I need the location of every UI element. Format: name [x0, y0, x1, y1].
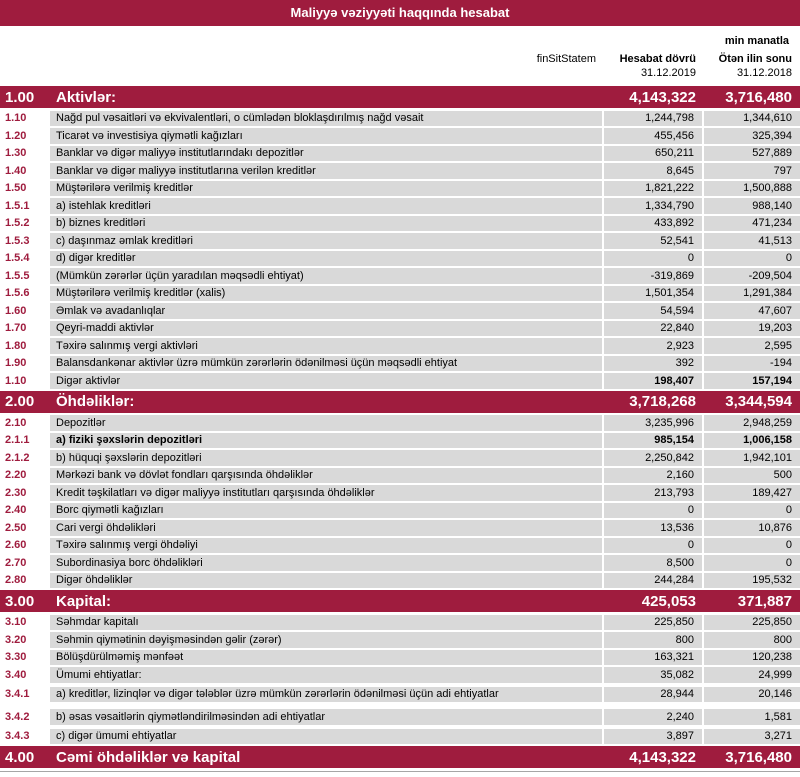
row-label: Balansdankənar aktivlər üzrə mümkün zərərlərin ödənilməsi üçün məqsədli ehtiyat — [50, 356, 602, 372]
row-label: b) hüquqi şəxslərin depozitləri — [50, 450, 602, 466]
row-value-2019: 2,250,842 — [604, 450, 702, 466]
table-row — [0, 450, 800, 466]
row-value-2018: 1,500,888 — [704, 181, 800, 197]
row-value-2018: 1,291,384 — [704, 286, 800, 302]
row-code: 2.50 — [0, 520, 50, 536]
row-value-2018: 1,942,101 — [704, 450, 800, 466]
row-code: 1.50 — [0, 181, 50, 197]
row-code: 1.5.2 — [0, 216, 50, 232]
row-value-2019: 0 — [604, 538, 702, 554]
row-value-2019: 244,284 — [604, 573, 702, 589]
row-code: 1.5.4 — [0, 251, 50, 267]
table-row — [0, 111, 800, 127]
row-label: Təxirə salınmış vergi öhdəliyi — [50, 538, 602, 554]
row-code: 1.10 — [0, 373, 50, 389]
row-code: 3.10 — [0, 615, 50, 631]
row-label: (Mümkün zərərlər üçün yaradılan məqsədli ehtiyat) — [50, 268, 602, 284]
section-row — [0, 746, 800, 768]
row-code: 1.20 — [0, 128, 50, 144]
row-code: 2.80 — [0, 573, 50, 589]
row-value-2019: 198,407 — [604, 373, 702, 389]
row-value-2018: -209,504 — [704, 268, 800, 284]
row-label: Səhmin qiymətinin dəyişməsindən gəlir (zərər) — [50, 632, 602, 648]
row-label: Müştərilərə verilmiş kreditlər — [50, 181, 602, 197]
row-value-2019: 0 — [604, 503, 702, 519]
row-label: Borc qiymətli kağızları — [50, 503, 602, 519]
row-value-2018: 0 — [704, 251, 800, 267]
row-code: 2.00 — [5, 393, 35, 410]
table-row — [0, 198, 800, 214]
row-value-2018: 371,887 — [737, 592, 792, 610]
row-label: a) kreditlər, lizinqlər və digər tələblər üzrə mümkün zərərlərin ödənilməsi üçün adi ehtiyatlar — [50, 687, 602, 703]
row-value-2018: 195,532 — [704, 573, 800, 589]
table-row — [0, 729, 800, 745]
row-value-2018: 3,271 — [704, 729, 800, 745]
table-row — [0, 303, 800, 319]
table-row — [0, 181, 800, 197]
table-row — [0, 433, 800, 449]
row-value-2019: 455,456 — [604, 128, 702, 144]
row-label: Mərkəzi bank və dövlət fondları qarşısında öhdəliklər — [50, 468, 602, 484]
row-value-2018: 10,876 — [704, 520, 800, 536]
row-value-2019: 54,594 — [604, 303, 702, 319]
row-value-2019: 2,160 — [604, 468, 702, 484]
row-code: 4.00 — [5, 748, 35, 766]
table-row — [0, 338, 800, 354]
row-label: Digər öhdəliklər — [50, 573, 602, 589]
table-row — [0, 128, 800, 144]
table-row — [0, 503, 800, 519]
row-label: a) fiziki şəxslərin depozitləri — [50, 433, 602, 449]
row-label: c) daşınmaz əmlak kreditləri — [50, 233, 602, 249]
row-value-2018: 3,344,594 — [725, 393, 792, 410]
table-row — [0, 216, 800, 232]
row-value-2019: 800 — [604, 632, 702, 648]
row-value-2018: 500 — [704, 468, 800, 484]
row-value-2019: 1,821,222 — [604, 181, 702, 197]
table-row — [0, 573, 800, 589]
row-value-2019: 392 — [604, 356, 702, 372]
row-value-2018: 800 — [704, 632, 800, 648]
row-value-2019: 52,541 — [604, 233, 702, 249]
row-code: 3.4.2 — [0, 709, 50, 725]
row-value-2019: 1,501,354 — [604, 286, 702, 302]
row-value-2018: 471,234 — [704, 216, 800, 232]
row-value-2019: 22,840 — [604, 321, 702, 337]
row-label: Digər aktivlər — [50, 373, 602, 389]
header-date-2019: 31.12.2019 — [640, 67, 696, 79]
table-row — [0, 415, 800, 431]
row-code: 1.70 — [0, 321, 50, 337]
table-row — [0, 286, 800, 302]
row-label: b) biznes kreditləri — [50, 216, 602, 232]
row-value-2019: 8,645 — [604, 163, 702, 179]
section-row — [0, 590, 800, 612]
row-value-2018: 0 — [704, 503, 800, 519]
row-value-2019: 4,143,322 — [629, 88, 696, 106]
row-code: 2.20 — [0, 468, 50, 484]
row-value-2018: 3,716,480 — [725, 88, 792, 106]
row-value-2018: 47,607 — [704, 303, 800, 319]
table-row — [0, 146, 800, 162]
row-label: Cari vergi öhdəlikləri — [50, 520, 602, 536]
section-row — [0, 86, 800, 108]
row-value-2018: 20,146 — [704, 687, 800, 703]
table-row — [0, 163, 800, 179]
row-label: d) digər kreditlər — [50, 251, 602, 267]
row-code: 2.40 — [0, 503, 50, 519]
row-label: Banklar və digər maliyyə institutlarına verilən kreditlər — [50, 163, 602, 179]
table-row — [0, 251, 800, 267]
header-col-prior-year — [704, 52, 800, 80]
row-code: 2.60 — [0, 538, 50, 554]
row-value-2019: 3,235,996 — [604, 415, 702, 431]
row-value-2018: 157,194 — [704, 373, 800, 389]
row-value-2019: 425,053 — [641, 592, 696, 610]
row-code: 2.10 — [0, 415, 50, 431]
row-value-2019: 3,718,268 — [629, 393, 696, 410]
row-value-2019: 2,923 — [604, 338, 702, 354]
row-value-2018: 527,889 — [704, 146, 800, 162]
table-row — [0, 356, 800, 372]
row-label: Ticarət və investisiya qiymətli kağızları — [50, 128, 602, 144]
row-value-2019: 3,897 — [604, 729, 702, 745]
table-row — [0, 485, 800, 501]
row-label: Aktivlər: — [56, 88, 117, 106]
row-value-2018: 1,006,158 — [704, 433, 800, 449]
row-value-2019: 985,154 — [604, 433, 702, 449]
row-label: Kredit təşkilatları və digər maliyyə institutları qarşısında öhdəliklər — [50, 485, 602, 501]
row-label: Müştərilərə verilmiş kreditlər (xalis) — [50, 286, 602, 302]
row-value-2018: 19,203 — [704, 321, 800, 337]
row-value-2019: 35,082 — [604, 667, 702, 683]
table-row — [0, 233, 800, 249]
table-row — [0, 615, 800, 631]
row-code: 2.1.1 — [0, 433, 50, 449]
table-row — [0, 538, 800, 554]
table-row — [0, 667, 800, 683]
row-value-2018: 0 — [704, 538, 800, 554]
table-row — [0, 321, 800, 337]
row-label: Depozitlər — [50, 415, 602, 431]
header-col-report-period — [606, 52, 704, 80]
row-value-2019: 8,500 — [604, 555, 702, 571]
row-label: Kapital: — [56, 592, 112, 610]
row-value-2018: 3,716,480 — [725, 748, 792, 766]
row-value-2019: 4,143,322 — [629, 748, 696, 766]
row-code: 1.5.6 — [0, 286, 50, 302]
row-value-2019: 163,321 — [604, 650, 702, 666]
table-body — [0, 86, 800, 768]
row-code: 1.30 — [0, 146, 50, 162]
row-code: 3.30 — [0, 650, 50, 666]
row-label: Öhdəliklər: — [56, 393, 135, 410]
row-value-2019: 0 — [604, 251, 702, 267]
row-code: 2.30 — [0, 485, 50, 501]
row-code: 3.00 — [5, 592, 35, 610]
row-code: 1.90 — [0, 356, 50, 372]
row-label: Cəmi öhdəliklər və kapital — [56, 748, 241, 766]
row-value-2019: 650,211 — [604, 146, 702, 162]
row-code: 1.60 — [0, 303, 50, 319]
row-value-2018: 797 — [704, 163, 800, 179]
row-value-2019: 225,850 — [604, 615, 702, 631]
row-value-2019: 1,244,798 — [604, 111, 702, 127]
row-value-2019: 1,334,790 — [604, 198, 702, 214]
row-value-2019: -319,869 — [604, 268, 702, 284]
table-row — [0, 709, 800, 725]
row-value-2019: 433,892 — [604, 216, 702, 232]
unit-note: min manatla — [724, 35, 789, 47]
row-label: Banklar və digər maliyyə institutlarındakı depozitlər — [50, 146, 602, 162]
section-row — [0, 391, 800, 413]
row-label: Təxirə salınmış vergi aktivləri — [50, 338, 602, 354]
header-date-2018: 31.12.2018 — [736, 67, 792, 79]
table-row — [0, 373, 800, 389]
row-code: 2.70 — [0, 555, 50, 571]
row-value-2018: 41,513 — [704, 233, 800, 249]
row-label: a) istehlak kreditləri — [50, 198, 602, 214]
table-row — [0, 632, 800, 648]
row-code: 1.5.5 — [0, 268, 50, 284]
row-value-2018: 1,344,610 — [704, 111, 800, 127]
row-label: Nağd pul vəsaitləri və ekvivalentləri, o cümlədən bloklaşdırılmış nağd vəsait — [50, 111, 602, 127]
row-code: 1.5.3 — [0, 233, 50, 249]
row-label: b) əsas vəsaitlərin qiymətləndirilməsindən adi ehtiyatlar — [50, 709, 602, 725]
header-report-period-label: Hesabat dövrü — [619, 53, 696, 65]
row-value-2018: 988,140 — [704, 198, 800, 214]
row-code: 3.4.3 — [0, 729, 50, 745]
row-value-2018: 189,427 — [704, 485, 800, 501]
row-value-2018: 2,595 — [704, 338, 800, 354]
row-code: 3.20 — [0, 632, 50, 648]
row-label: Bölüşdürülməmiş mənfəət — [50, 650, 602, 666]
row-value-2018: 120,238 — [704, 650, 800, 666]
row-code: 3.40 — [0, 667, 50, 683]
row-value-2018: 225,850 — [704, 615, 800, 631]
row-value-2018: -194 — [704, 356, 800, 372]
row-code: 1.00 — [5, 88, 35, 106]
row-label: Səhmdar kapitalı — [50, 615, 602, 631]
column-headers — [0, 50, 800, 86]
row-code: 1.10 — [0, 111, 50, 127]
row-label: Əmlak və avadanlıqlar — [50, 303, 602, 319]
row-label: Qeyri-maddi aktivlər — [50, 321, 602, 337]
row-label: c) digər ümumi ehtiyatlar — [50, 729, 602, 745]
row-label: Subordinasiya borc öhdəlikləri — [50, 555, 602, 571]
row-code: 1.40 — [0, 163, 50, 179]
table-row — [0, 555, 800, 571]
table-row — [0, 687, 800, 703]
table-row — [0, 650, 800, 666]
page-title: Maliyyə vəziyyəti haqqında hesabat — [0, 0, 800, 26]
row-code: 1.5.1 — [0, 198, 50, 214]
row-value-2018: 0 — [704, 555, 800, 571]
row-value-2018: 325,394 — [704, 128, 800, 144]
table-row — [0, 520, 800, 536]
row-value-2019: 2,240 — [604, 709, 702, 725]
row-value-2019: 28,944 — [604, 687, 702, 703]
row-value-2018: 1,581 — [704, 709, 800, 725]
row-value-2019: 13,536 — [604, 520, 702, 536]
table-row — [0, 468, 800, 484]
row-code: 2.1.2 — [0, 450, 50, 466]
row-label: Ümumi ehtiyatlar: — [50, 667, 602, 683]
table-row — [0, 268, 800, 284]
row-value-2019: 213,793 — [604, 485, 702, 501]
row-code: 3.4.1 — [0, 687, 50, 703]
row-code: 1.80 — [0, 338, 50, 354]
row-value-2018: 2,948,259 — [704, 415, 800, 431]
header-finsitstatem: finSitStatem — [536, 53, 596, 65]
header-prior-year-label: Ötən ilin sonu — [718, 53, 792, 65]
row-value-2018: 24,999 — [704, 667, 800, 683]
